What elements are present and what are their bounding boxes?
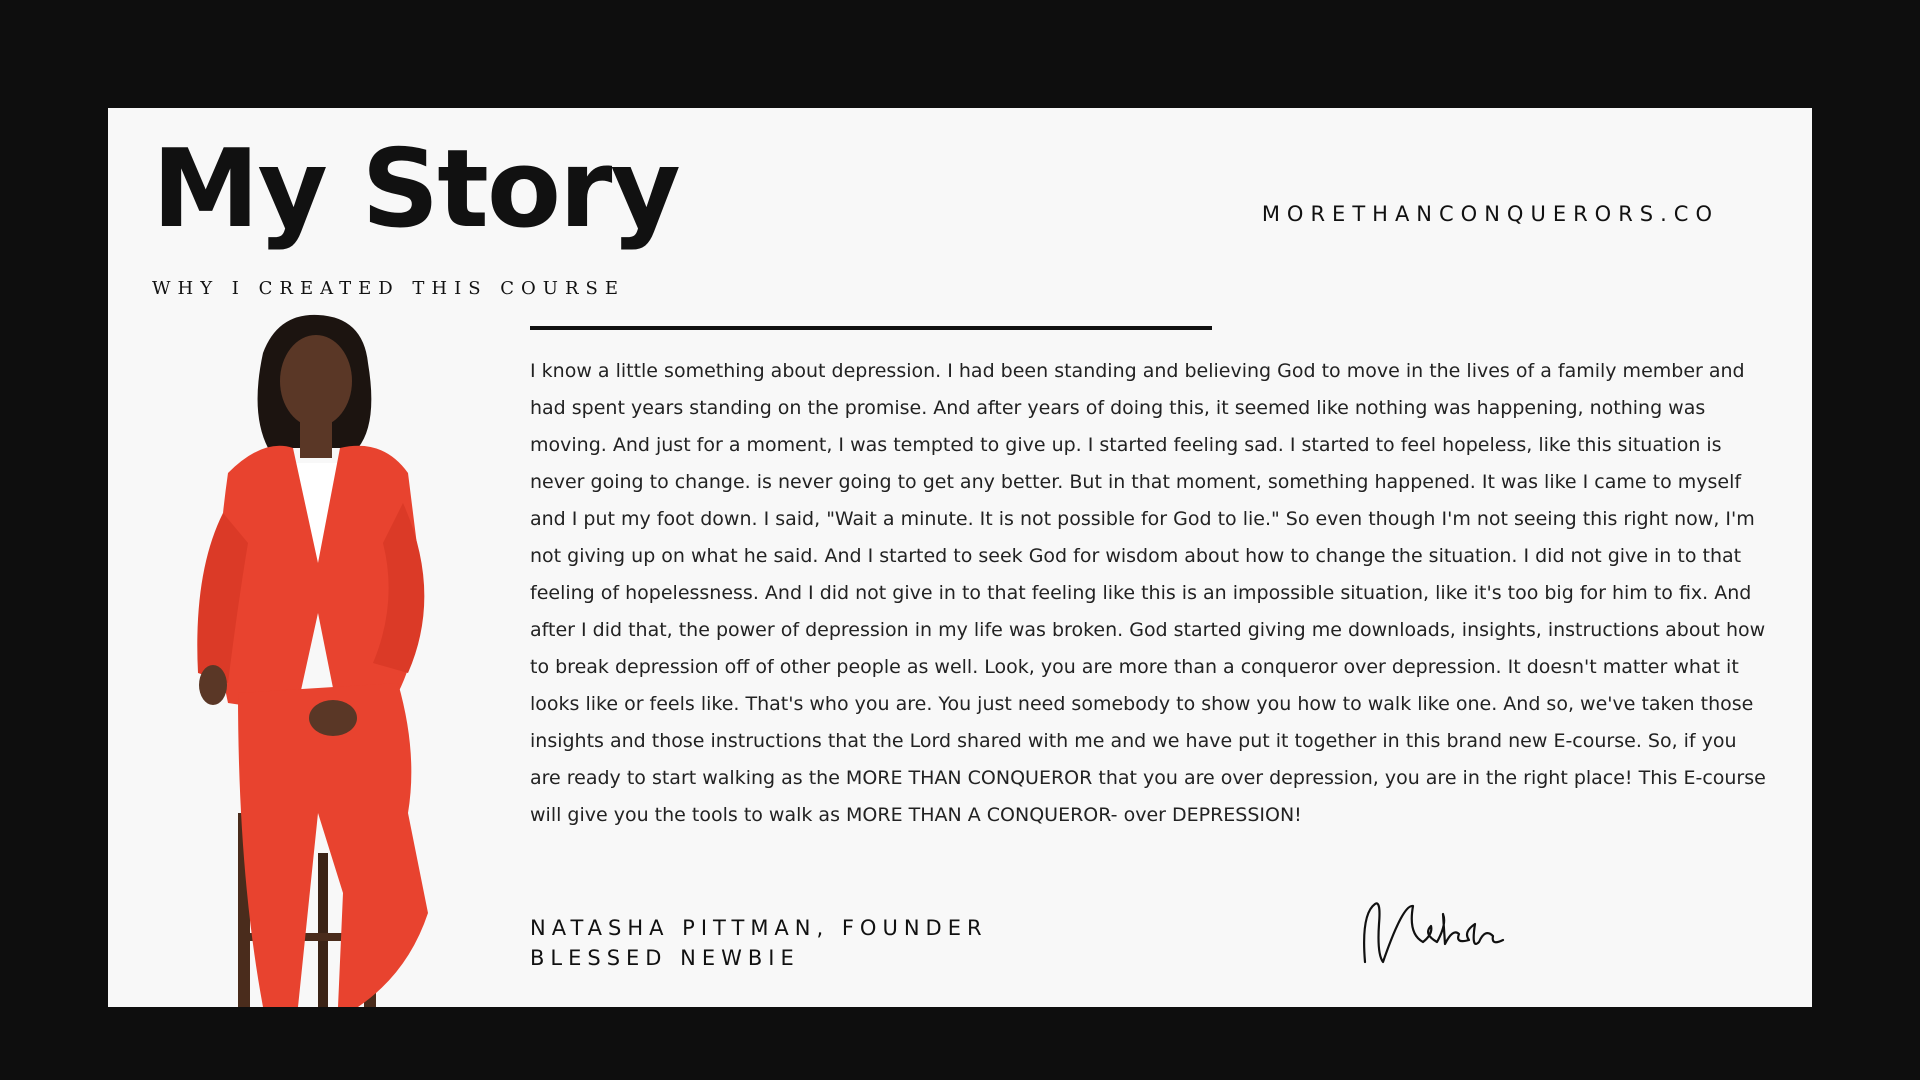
divider-line <box>530 326 1212 330</box>
founder-block <box>530 913 988 973</box>
founder-photo <box>168 313 508 1007</box>
page-subtitle: WHY I CREATED THIS COURSE <box>152 278 626 299</box>
story-body: I know a little something about depression. I had been standing and believing God to move in the lives of a family member and had spent years standing on the promise. And after years of doing this, it seemed like nothing was happening, nothing was moving. And just for a moment, I was tempted to give up. I started feeling sad. I started to feel hopeless, like this situation is never going to change. is never going to get any better. But in that moment, something happened. It was like I came to myself and I put my foot down. I said, "Wait a minute. It is not possible for God to lie." So even though I'm not seeing this right now, I'm not giving up on what he said. And I started to seek God for wisdom about how to change the situation. I did not give in to that feeling of hopelessness. And I did not give in to that feeling like this is an impossible situation, like it's too big for him to fix. And after I did that, the power of depression in my life was broken. God started giving me downloads, insights, instructions about how to break depression off of other people as well. Look, you are more than a conqueror over depression. It doesn't matter what it looks like or feels like. That's who you are. You just need somebody to show you how to walk like one. And so, we've taken those insights and those instructions that the Lord shared with me and we have put it together in this brand new E-course. So, if you are ready to start walking as the MORE THAN CONQUEROR that you are over depression, you are in the right place! This E-course will give you the tools to walk as MORE THAN A CONQUEROR- over DEPRESSION! <box>530 360 1766 826</box>
page-title: My Story <box>152 127 679 252</box>
website-label: MORETHANCONQUERORS.CO <box>1261 202 1719 226</box>
story-slide <box>108 108 1812 1007</box>
founder-name: NATASHA PITTMAN, FOUNDER <box>530 916 988 940</box>
founder-organization: BLESSED NEWBIE <box>530 946 800 970</box>
signature <box>1353 884 1513 974</box>
